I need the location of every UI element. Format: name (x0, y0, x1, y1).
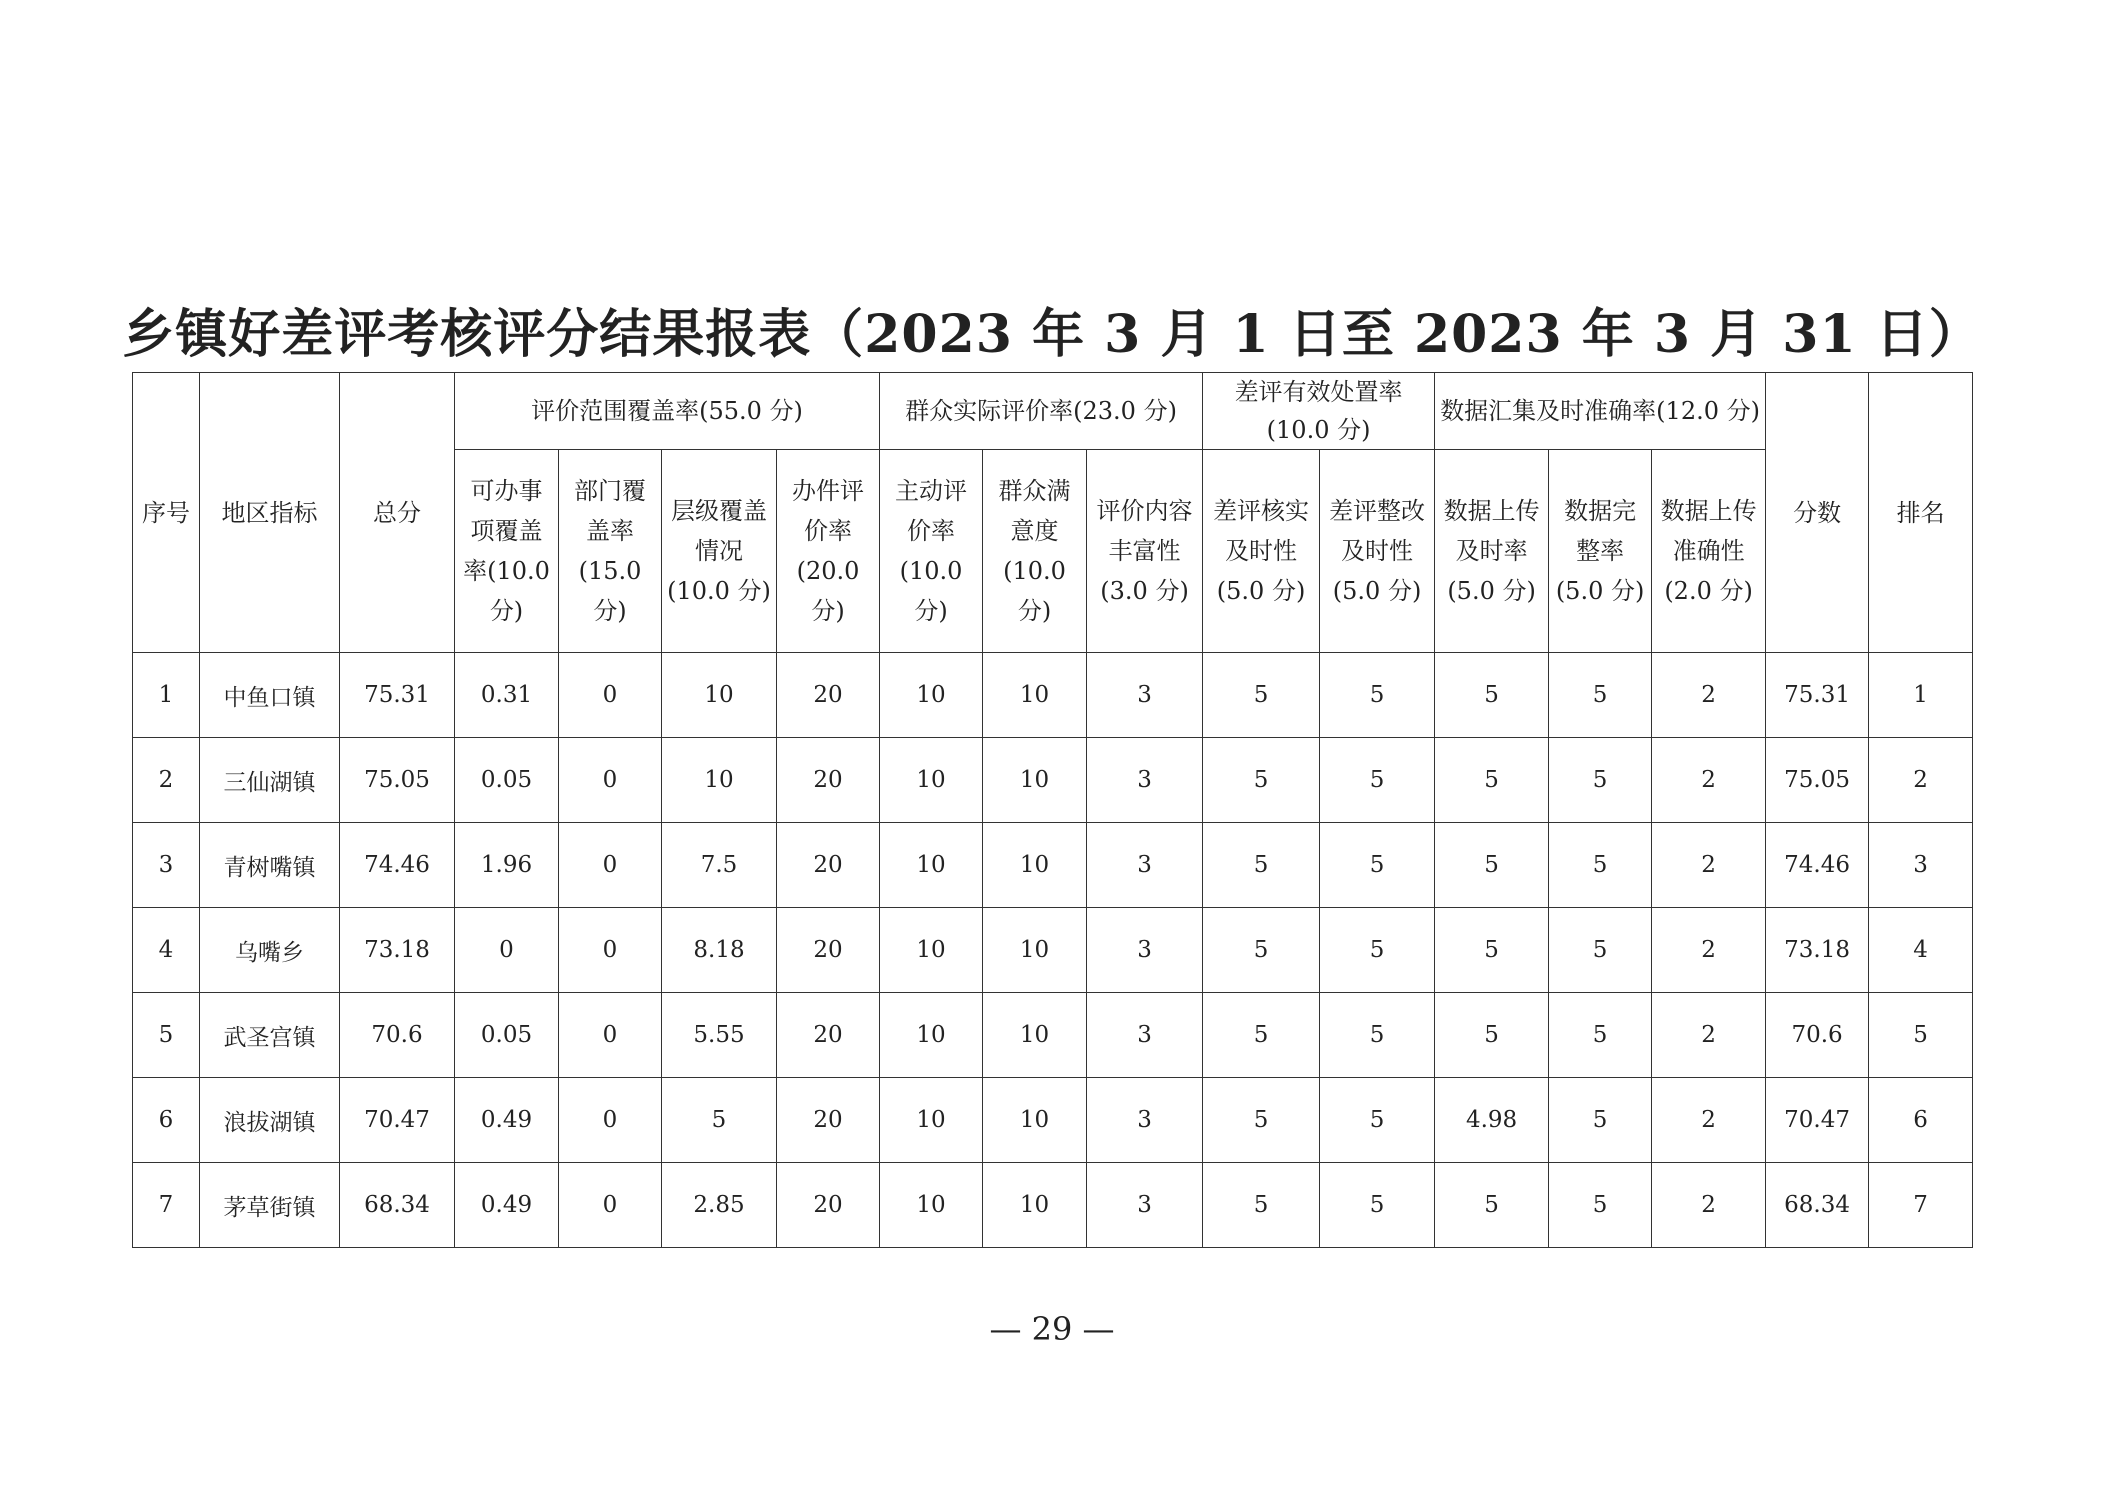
page-title: 乡镇好差评考核评分结果报表（2023 年 3 月 1 日至 2023 年 3 月 31 日） (122, 304, 1982, 365)
cell-value: 0 (455, 908, 559, 993)
cell-value: 10 (983, 993, 1087, 1078)
cell-value: 0 (559, 1163, 662, 1248)
cell-value: 5 (1203, 908, 1320, 993)
cell-value: 0.49 (455, 1078, 559, 1163)
cell-value: 10 (880, 738, 983, 823)
table-row (133, 738, 1973, 823)
cell-value: 5 (1549, 1078, 1652, 1163)
cell-value: 10 (880, 1078, 983, 1163)
cell-value: 20 (777, 653, 880, 738)
cell-seq: 5 (133, 993, 200, 1078)
cell-value: 3 (1087, 823, 1203, 908)
cell-rank: 4 (1869, 908, 1973, 993)
cell-rank: 7 (1869, 1163, 1973, 1248)
cell-value: 7.5 (662, 823, 777, 908)
cell-rank: 1 (1869, 653, 1973, 738)
cell-score: 74.46 (1766, 823, 1869, 908)
header-sub: 数据上传准确性(2.0 分) (1652, 450, 1766, 653)
cell-value: 0.05 (455, 738, 559, 823)
cell-value: 0 (559, 823, 662, 908)
page-number: — 29 — (989, 1310, 1115, 1348)
cell-value: 5 (1549, 993, 1652, 1078)
cell-value: 5 (1435, 1163, 1549, 1248)
cell-value: 5 (1435, 993, 1549, 1078)
cell-value: 2 (1652, 908, 1766, 993)
cell-seq: 6 (133, 1078, 200, 1163)
cell-value: 20 (777, 1078, 880, 1163)
cell-value: 10 (983, 908, 1087, 993)
cell-value: 5 (1549, 1163, 1652, 1248)
cell-value: 5 (1203, 1078, 1320, 1163)
cell-value: 5 (1320, 738, 1435, 823)
cell-value: 5 (1320, 823, 1435, 908)
cell-value: 3 (1087, 738, 1203, 823)
cell-seq: 1 (133, 653, 200, 738)
cell-seq: 2 (133, 738, 200, 823)
cell-region: 中鱼口镇 (200, 653, 340, 738)
cell-value: 1.96 (455, 823, 559, 908)
cell-rank: 2 (1869, 738, 1973, 823)
cell-value: 3 (1087, 653, 1203, 738)
cell-value: 5 (1435, 908, 1549, 993)
cell-value: 3 (1087, 1163, 1203, 1248)
cell-value: 0 (559, 908, 662, 993)
header-group-data: 数据汇集及时准确率(12.0 分) (1435, 373, 1766, 450)
cell-score: 70.6 (1766, 993, 1869, 1078)
header-sub: 部门覆盖率(15.0 分) (559, 450, 662, 653)
header-sub: 评价内容丰富性(3.0 分) (1087, 450, 1203, 653)
cell-seq: 4 (133, 908, 200, 993)
header-sub: 办件评价率(20.0 分) (777, 450, 880, 653)
cell-total: 70.6 (340, 993, 455, 1078)
cell-score: 70.47 (1766, 1078, 1869, 1163)
header-sub: 层级覆盖情况(10.0 分) (662, 450, 777, 653)
score-table (132, 372, 1973, 1248)
cell-value: 10 (983, 738, 1087, 823)
cell-region: 青树嘴镇 (200, 823, 340, 908)
cell-value: 20 (777, 993, 880, 1078)
cell-value: 2 (1652, 993, 1766, 1078)
cell-region: 茅草街镇 (200, 1163, 340, 1248)
cell-value: 10 (983, 653, 1087, 738)
cell-value: 10 (880, 908, 983, 993)
cell-value: 10 (983, 1078, 1087, 1163)
cell-region: 三仙湖镇 (200, 738, 340, 823)
header-sub: 主动评价率(10.0 分) (880, 450, 983, 653)
cell-value: 5 (1320, 653, 1435, 738)
cell-value: 0 (559, 653, 662, 738)
cell-value: 0 (559, 993, 662, 1078)
header-seq: 序号 (133, 373, 200, 653)
cell-value: 10 (880, 1163, 983, 1248)
header-score: 分数 (1766, 373, 1869, 653)
cell-value: 20 (777, 823, 880, 908)
cell-total: 74.46 (340, 823, 455, 908)
cell-total: 73.18 (340, 908, 455, 993)
cell-value: 5 (1320, 908, 1435, 993)
cell-total: 75.05 (340, 738, 455, 823)
cell-value: 0.31 (455, 653, 559, 738)
cell-value: 2 (1652, 738, 1766, 823)
cell-value: 0 (559, 1078, 662, 1163)
header-sub: 可办事项覆盖率(10.0 分) (455, 450, 559, 653)
cell-value: 2 (1652, 823, 1766, 908)
header-group-disposal: 差评有效处置率(10.0 分) (1203, 373, 1435, 450)
cell-rank: 3 (1869, 823, 1973, 908)
cell-value: 4.98 (1435, 1078, 1549, 1163)
cell-value: 5 (1549, 653, 1652, 738)
header-total: 总分 (340, 373, 455, 653)
header-sub: 数据上传及时率(5.0 分) (1435, 450, 1549, 653)
cell-value: 20 (777, 738, 880, 823)
header-rank: 排名 (1869, 373, 1973, 653)
table-row (133, 993, 1973, 1078)
cell-value: 10 (662, 653, 777, 738)
cell-value: 5 (1435, 653, 1549, 738)
header-sub: 差评整改及时性(5.0 分) (1320, 450, 1435, 653)
table-row (133, 653, 1973, 738)
cell-value: 5 (1549, 738, 1652, 823)
cell-rank: 5 (1869, 993, 1973, 1078)
table-row (133, 908, 1973, 993)
cell-value: 3 (1087, 1078, 1203, 1163)
cell-value: 5 (1203, 993, 1320, 1078)
cell-seq: 3 (133, 823, 200, 908)
table-row (133, 1078, 1973, 1163)
cell-value: 5 (1435, 823, 1549, 908)
cell-value: 10 (880, 653, 983, 738)
cell-value: 10 (983, 823, 1087, 908)
header-sub: 数据完整率(5.0 分) (1549, 450, 1652, 653)
cell-value: 5 (1203, 1163, 1320, 1248)
cell-total: 75.31 (340, 653, 455, 738)
cell-value: 0.49 (455, 1163, 559, 1248)
cell-value: 10 (662, 738, 777, 823)
cell-value: 5 (1320, 993, 1435, 1078)
table-row (133, 823, 1973, 908)
cell-value: 3 (1087, 993, 1203, 1078)
cell-value: 10 (880, 993, 983, 1078)
cell-value: 5 (1203, 823, 1320, 908)
table-body (133, 653, 1973, 1248)
table-row (133, 1163, 1973, 1248)
header-region: 地区指标 (200, 373, 340, 653)
cell-region: 武圣宫镇 (200, 993, 340, 1078)
cell-score: 75.31 (1766, 653, 1869, 738)
cell-value: 0 (559, 738, 662, 823)
cell-value: 2.85 (662, 1163, 777, 1248)
cell-value: 5 (1203, 653, 1320, 738)
cell-value: 5 (1549, 823, 1652, 908)
cell-value: 5.55 (662, 993, 777, 1078)
cell-value: 5 (1320, 1163, 1435, 1248)
cell-region: 浪拔湖镇 (200, 1078, 340, 1163)
cell-value: 2 (1652, 1163, 1766, 1248)
header-sub: 差评核实及时性(5.0 分) (1203, 450, 1320, 653)
header-group-coverage: 评价范围覆盖率(55.0 分) (455, 373, 880, 450)
cell-value: 3 (1087, 908, 1203, 993)
cell-value: 0.05 (455, 993, 559, 1078)
cell-total: 70.47 (340, 1078, 455, 1163)
cell-value: 2 (1652, 653, 1766, 738)
cell-rank: 6 (1869, 1078, 1973, 1163)
cell-value: 5 (1320, 1078, 1435, 1163)
cell-seq: 7 (133, 1163, 200, 1248)
cell-value: 20 (777, 908, 880, 993)
cell-value: 20 (777, 1163, 880, 1248)
cell-total: 68.34 (340, 1163, 455, 1248)
cell-value: 5 (1203, 738, 1320, 823)
cell-value: 5 (1549, 908, 1652, 993)
cell-score: 73.18 (1766, 908, 1869, 993)
cell-value: 5 (662, 1078, 777, 1163)
cell-region: 乌嘴乡 (200, 908, 340, 993)
header-group-evaluation: 群众实际评价率(23.0 分) (880, 373, 1203, 450)
header-sub: 群众满意度(10.0 分) (983, 450, 1087, 653)
cell-value: 8.18 (662, 908, 777, 993)
cell-value: 10 (983, 1163, 1087, 1248)
cell-value: 10 (880, 823, 983, 908)
cell-value: 5 (1435, 738, 1549, 823)
cell-value: 2 (1652, 1078, 1766, 1163)
cell-score: 75.05 (1766, 738, 1869, 823)
cell-score: 68.34 (1766, 1163, 1869, 1248)
